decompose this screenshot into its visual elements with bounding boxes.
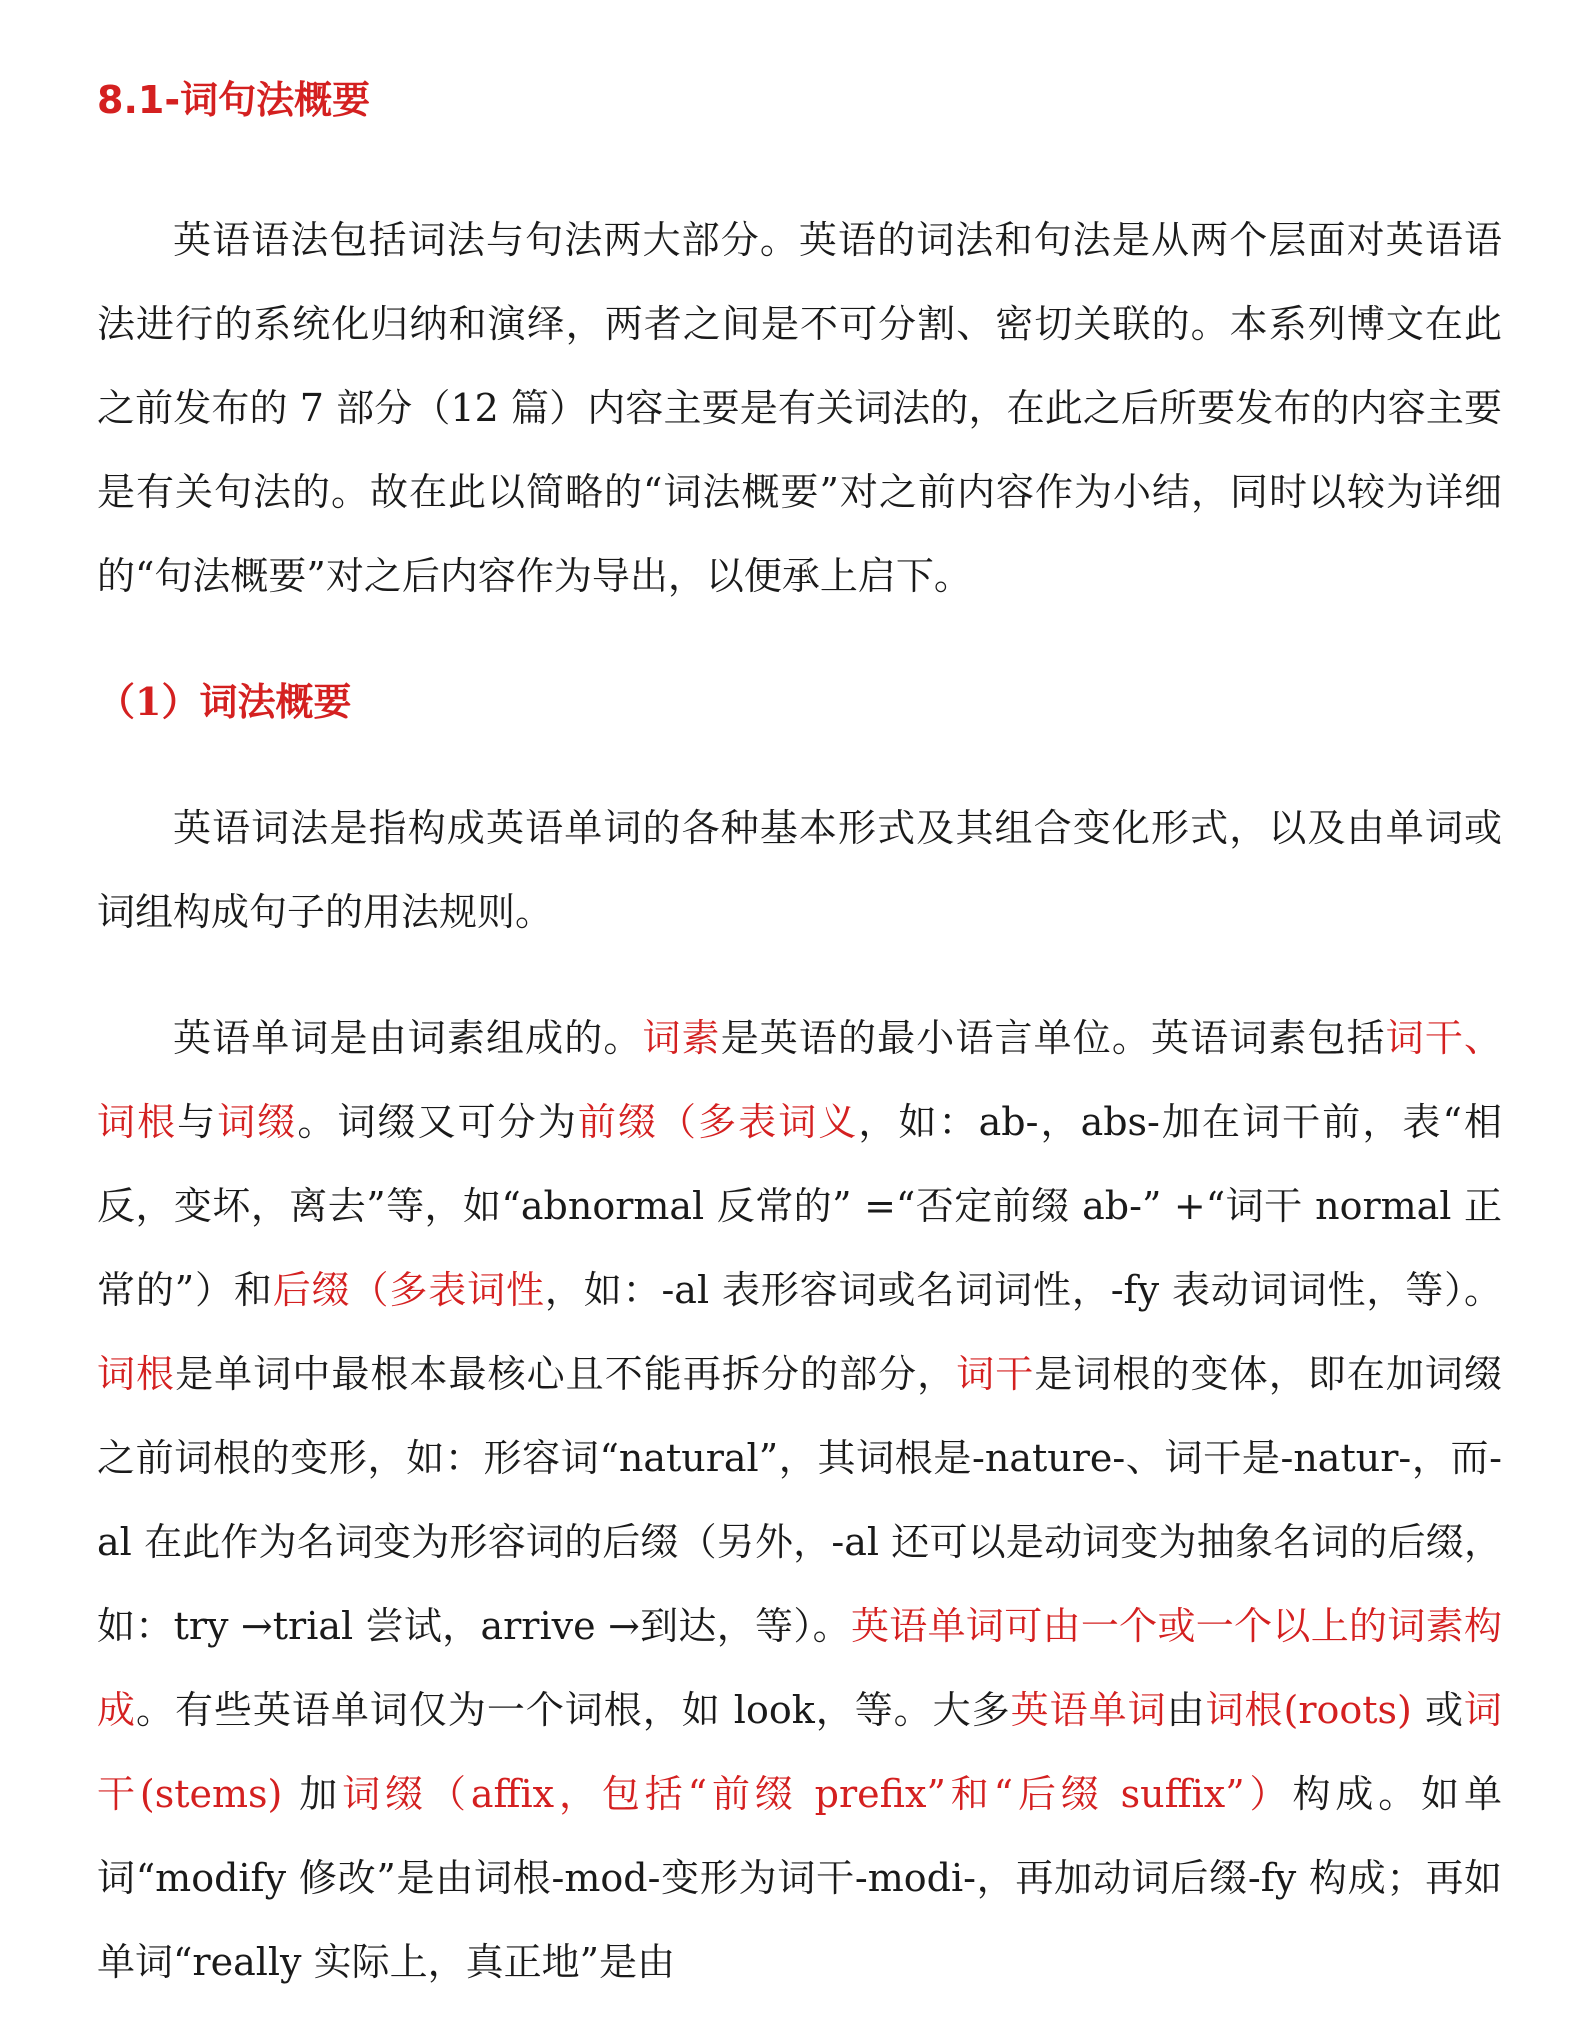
lexicon-definition-paragraph: 英语词法是指构成英语单词的各种基本形式及其组合变化形式，以及由单词或词组构成句子的用法规则。 — [97, 806, 1502, 934]
highlight-term-root: 词根 — [97, 1352, 176, 1396]
highlight-statement-composition: 英语单词可由一个或一个以上的词素构成 — [97, 1604, 1502, 1732]
text-run: 加 — [282, 1772, 343, 1816]
section-heading-lexicon: （1）词法概要 — [97, 679, 352, 724]
highlight-term-stem: 词干 — [956, 1352, 1035, 1396]
highlight-term-prefix: 前缀（多表词义 — [577, 1100, 859, 1144]
highlight-term-english-word: 英语单词 — [1010, 1688, 1167, 1732]
text-run: 。词缀又可分为 — [297, 1100, 578, 1144]
highlight-term-affix: 词缀 — [217, 1100, 298, 1144]
text-run: 由 — [1166, 1688, 1206, 1732]
text-run: 或 — [1411, 1688, 1464, 1732]
text-run: ，如：ab-，abs-加在词干前，表“相反，变坏，离去”等，如“abnormal 反常的” =“否定前缀 ab-” +“词干 normal 正常的”）和 — [97, 1100, 1502, 1312]
intro-paragraph: 英语语法包括词法与句法两大部分。英语的词法和句法是从两个层面对英语语法进行的系统化归纳和演绎，两者之间是不可分割、密切关联的。本系列博文在此之前发布的 7 部分（12 篇）内容主要是有关词法的，在此之后所要发布的内容主要是有关句法的。故在此以简略的“词法概要”对之前内容作为小结，同时以较为详细的“句法概要”对之后内容作为导出，以便承上启下。 — [97, 218, 1502, 598]
text-run: 是英语的最小语言单位。英语词素包括 — [720, 1016, 1386, 1060]
text-run: 与 — [177, 1100, 218, 1144]
highlight-term-morpheme: 词素 — [642, 1016, 721, 1060]
text-run: ，如：-al 表形容词或名词词性，-fy 表动词词性，等）。 — [544, 1268, 1502, 1312]
text-run: 是单词中最根本最核心且不能再拆分的部分， — [175, 1352, 957, 1396]
morpheme-paragraph — [97, 996, 1502, 2004]
text-run: 英语单词是由词素组成的。 — [173, 1016, 643, 1060]
text-run: 。有些英语单词仅为一个词根，如 look，等。大多 — [135, 1688, 1011, 1732]
text-run: 是词根的变体，即在加词缀之前词根的变形，如：形容词“natural”，其词根是-nature-、词干是-natur-，而-al 在此作为名词变为形容词的后缀（另外，-al 还可以是动词变为抽象名词的后缀，如：try →trial 尝试，arrive →到达，等）。 — [97, 1352, 1502, 1648]
highlight-term-suffix: 后缀（多表词性 — [272, 1268, 545, 1312]
text-run: 构成。如单词“modify 修改”是由词根-mod-变形为词干-modi-，再加动词后缀-fy 构成；再如单词“really 实际上，真正地”是由 — [97, 1772, 1502, 1984]
highlight-term-stems: 词干(stems) — [97, 1688, 1502, 1816]
highlight-term-affix-detail: 词缀（affix，包括“前缀 prefix”和“后缀 suffix”） — [342, 1772, 1293, 1816]
highlight-term-stem-root: 词干、词根 — [97, 1016, 1502, 1144]
page-title: 8.1-词句法概要 — [97, 78, 371, 122]
highlight-term-roots: 词根(roots) — [1205, 1688, 1412, 1732]
